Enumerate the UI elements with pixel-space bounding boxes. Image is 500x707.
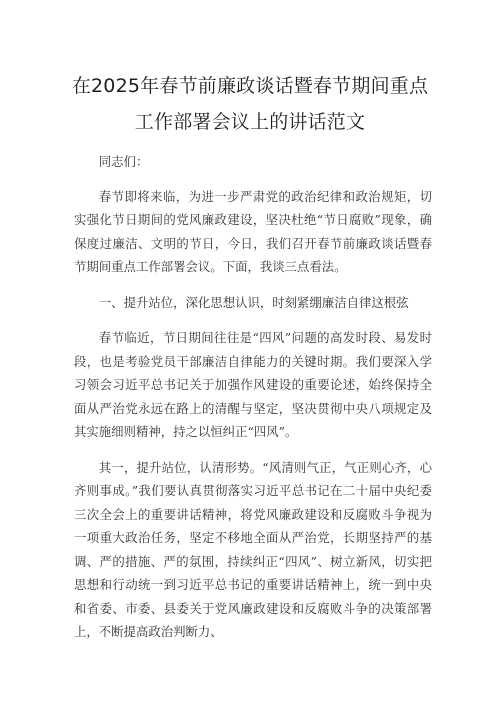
- document-title-line-2: 工作部署会议上的讲话范文: [134, 111, 366, 133]
- document-body: [74, 150, 432, 644]
- greeting: 同志们：: [98, 154, 149, 169]
- section-heading-1: 一、提升站位，深化思想认识，时刻紧绷廉洁自律这根弦: [98, 294, 409, 310]
- paragraph-section-1: 春节临近，节日期间往往是“四风”问题的高发时段、易发时段，也是考验党员干部廉洁自律能力的关键时期。我们要深入学习领会习近平总书记关于加强作风建设的重要论述，始终保持全面从严治党永远在路上的清醒与坚定，坚决贯彻中央八项规定及其实施细则精神，持之以恒纠正“四风”。: [74, 330, 432, 439]
- paragraph-point-1: 其一，提升站位，认清形势。“风清则气正，气正则心齐，心齐则事成。”我们要认真贯彻落实习近平总书记在二十届中央纪委三次全会上的重要讲话精神，将党风廉政建设和反腐败斗争视为一项重大政治任务，坚定不移地全面从严治党，长期坚持严的基调、严的措施、严的氛围，持续纠正“四风”、树立新风，切实把思想和行动统一到习近平总书记的重要讲话精神上，统一到中央和省委、市委、县委关于党风廉政建设和反腐败斗争的决策部署上，不断提高政治判断力、: [74, 459, 432, 639]
- paragraph-intro: 春节即将来临，为进一步严肃党的政治纪律和政治规矩，切实强化节日期间的党风廉政建设，坚决杜绝“节日腐败”现象，确保度过廉洁、文明的节日，今日，我们召开春节前廉政谈话暨春节期间重点工作部署会议。下面，我谈三点看法。: [74, 188, 432, 274]
- document-title-line-1: 在2025年春节前廉政谈话暨春节期间重点: [71, 75, 429, 97]
